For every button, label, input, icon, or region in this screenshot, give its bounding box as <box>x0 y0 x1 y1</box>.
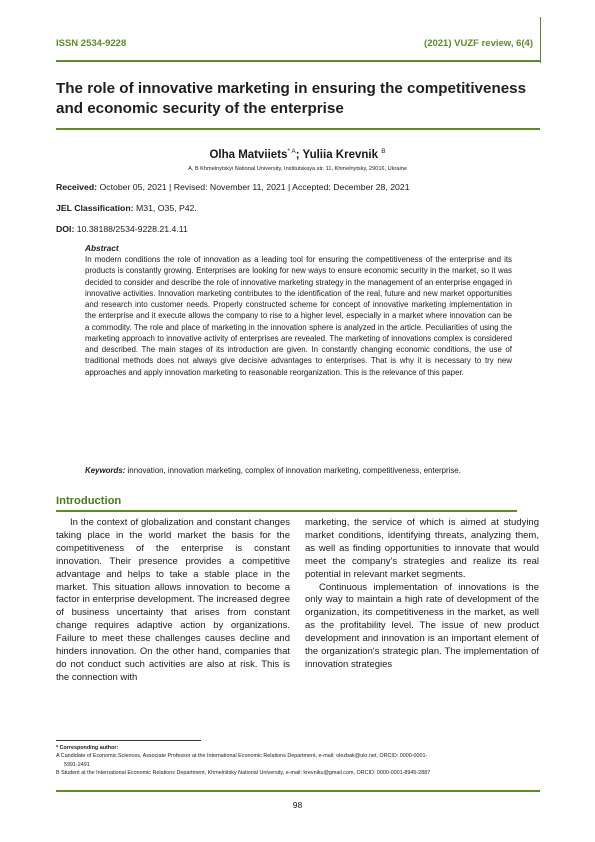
doi-label: DOI: <box>56 224 75 234</box>
abstract-text: In modern conditions the role of innovation as a leading tool for ensuring the competitiveness of the enterprise and its products is constantly growing. Enterprises are looking for new ways to ensure economic security in the market, so it was decided to consider and describe the role of innovative marketing strategy in the management of an enterprise engaged in innovative activities. Innovation marketing contributes to the identification of the real, future and new market opportunities and research into customer needs. Properly constructed scheme for concept of innovative marketing implementation in the enterprise and it execute allows the company to rise to a higher level, especially in a market where innovation can be a commodity. The role and place of marketing in the innovation sphere is analyzed in the article. Peculiarities of using the marketing approach to innovative activity of enterprises are revealed. The marketing of innovations complex is considered and described. The main stages of its introduction are given. In constantly changing economic conditions, the use of traditional methods does not always give decisive advantages to enterprises. That is why it is necessary to try new approaches and apply innovation marketing to reasonable reorganization. This is the relevance of this paper. <box>85 255 512 377</box>
abstract-heading: Abstract <box>85 243 119 253</box>
footnote-corresponding: * Corresponding author: <box>56 745 119 751</box>
footnote-rule <box>56 740 201 741</box>
introduction-rule <box>56 510 517 512</box>
keywords <box>85 465 512 476</box>
revised-accepted-dates: | Revised: November 11, 2021 | Accepted: December 28, 2021 <box>169 182 410 192</box>
footnote-a: A Candidate of Economic Sciences, Associate Professor at the International Economic Relations Department, e-mail: olezbak@ukr.net, ORCID: 0000-0001- <box>56 753 428 760</box>
title-rule <box>56 128 540 130</box>
author-line <box>0 148 595 161</box>
header-vertical-divider <box>540 17 541 63</box>
affiliation: A, B Khmelnytskyi National University, Institutskaya str. 11, Khmelnytsky, 29016, Ukraine <box>188 166 407 172</box>
author-2-name: ; Yuliia Krevnik <box>295 148 378 161</box>
jel-label: JEL Classification: <box>56 203 134 213</box>
paper-title: The role of innovative marketing in ensuring the competitiveness and economic security of the enterprise <box>56 80 527 117</box>
received-date: October 05, 2021 <box>99 182 167 192</box>
author-2-marker: B <box>381 148 386 155</box>
issn-label: ISSN 2534-9228 <box>56 38 127 49</box>
keywords-text: innovation, innovation marketing, complex of innovation marketing, competitiveness, enterprise. <box>127 466 461 475</box>
jel-value: M31, O35, P42. <box>136 203 197 213</box>
author-1-name: Olha Matviiets <box>209 148 288 161</box>
doi-line <box>56 224 188 234</box>
keywords-label: Keywords: <box>85 466 126 475</box>
doi-value: 10.38188/2534-9228.21.4.11 <box>76 224 188 234</box>
footnotes <box>56 744 540 777</box>
intro-paragraph-3: Continuous implementation of innovations is the only way to maintain a high rate of development of the organization, its competitiveness in the market, as well as the profitability level. The issue of new product development and innovation is an important element of the organization's strategic plan. The implementation of innovation strategies <box>305 581 539 670</box>
intro-paragraph-2: marketing, the service of which is aimed at studying market conditions, identifying threats, analyzing them, as well as finding opportunities to innovate that would meet the company's strategies and realize its real potential in relevant market segments. <box>305 517 539 580</box>
received-label: Received: <box>56 182 98 192</box>
footnote-a-continued: 5991-2491 <box>64 761 90 768</box>
body-column-right <box>305 517 539 672</box>
header-rule <box>56 60 540 62</box>
section-heading-introduction: Introduction <box>56 495 122 507</box>
intro-paragraph-1: In the context of globalization and constant changes taking place in the world market the basis for the competitiveness of the enterprise is constant innovation. Their presence provides a competitive advantage and helps to take a stable place in the market. This situation allows innovation to become a factor in enterprise development. The increased degree of business uncertainty that arises from constant change requires adaptive action by organizations. Failure to meet these challenges causes decline and hinders innovation. On the other hand, companies that do not conduct such activities are also at risk. This is the connection with <box>56 517 290 683</box>
journal-citation-text: (2021) VUZF review, 6(4) <box>424 38 533 49</box>
journal-citation <box>424 38 533 49</box>
author-1-marker: * A <box>287 148 296 155</box>
footer-rule <box>56 790 540 792</box>
page-number: 98 <box>292 800 303 810</box>
jel-line <box>56 203 197 213</box>
dates-line <box>56 182 410 192</box>
body-column-left <box>56 517 290 685</box>
footnote-b: B Student at the International Economic Relations Department, Khmelnitsky National University, e-mail: krevniku@gmail.com, ORCID: 0000-0001-8945-2887 <box>56 769 431 776</box>
